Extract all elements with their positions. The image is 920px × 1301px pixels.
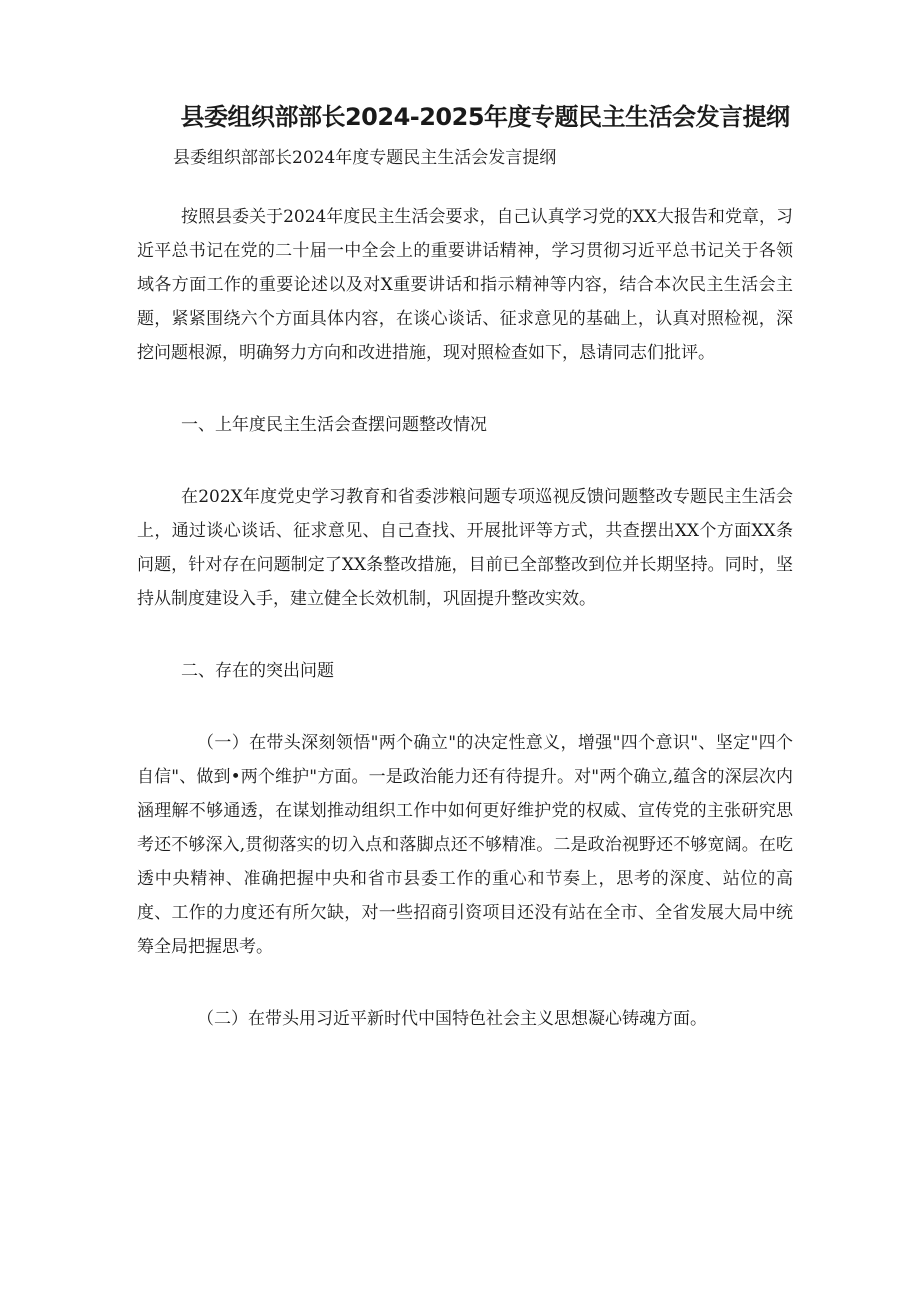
spacer <box>137 442 793 480</box>
section-heading-1: 一、上年度民主生活会查摆问题整改情况 <box>181 415 487 435</box>
section-2-item-2: （二）在带头用习近平新时代中国特色社会主义思想凝心铸魂方面。 <box>197 1009 707 1029</box>
section-2-item-1: （一）在带头深刻领悟"两个确立"的决定性意义，增强"四个意识"、坚定"四个自信"、做到•两个维护"方面。一是政治能力还有待提升。对"两个确立,蕴含的深层次内涵理解不够通透，在谋划推动组织工作中如何更好维护党的权威、宣传党的主张研究思考还不够深入,贯彻落实的切入点和落脚点还不够精准。二是政治视野还不够宽阔。在吃透中央精神、准确把握中央和省市县委工作的重心和节奏上，思考的深度、站位的高度、工作的力度还有所欠缺，对一些招商引资项目还没有站在全市、全省发展大局中统筹全局把握思考。 <box>137 733 793 957</box>
document-subtitle: 县委组织部部长2024年度专题民主生活会发言提纲 <box>173 148 557 168</box>
intro-paragraph: 按照县委关于2024年度民主生活会要求，自己认真学习党的XX大报告和党章，习近平总书记在党的二十届一中全会上的重要讲话精神，学习贯彻习近平总书记关于各领域各方面工作的重要论述以及对X重要讲话和指示精神等内容，结合本次民主生活会主题，紧紧围绕六个方面具体内容，在谈心谈话、征求意见的基础上，认真对照检视，深挖问题根源，明确努力方向和改进措施，现对照检查如下，恳请同志们批评。 <box>137 207 793 363</box>
spacer <box>137 616 793 654</box>
spacer <box>137 964 793 1002</box>
section-1-paragraph: 在202X年度党史学习教育和省委涉粮问题专项巡视反馈问题整改专题民主生活会上，通过谈心谈话、征求意见、自己查找、开展批评等方式，共查摆出XX个方面XX条问题，针对存在问题制定了XX条整改措施，目前已全部整改到位并长期坚持。同时，坚持从制度建设入手，建立健全长效机制，巩固提升整改实效。 <box>137 487 793 609</box>
section-heading-2: 二、存在的突出问题 <box>181 661 334 681</box>
spacer <box>137 172 793 200</box>
spacer <box>137 370 793 408</box>
spacer <box>137 688 793 726</box>
document-title: 县委组织部部长2024-2025年度专题民主生活会发言提纲 <box>180 103 790 131</box>
document-page <box>137 100 793 1036</box>
